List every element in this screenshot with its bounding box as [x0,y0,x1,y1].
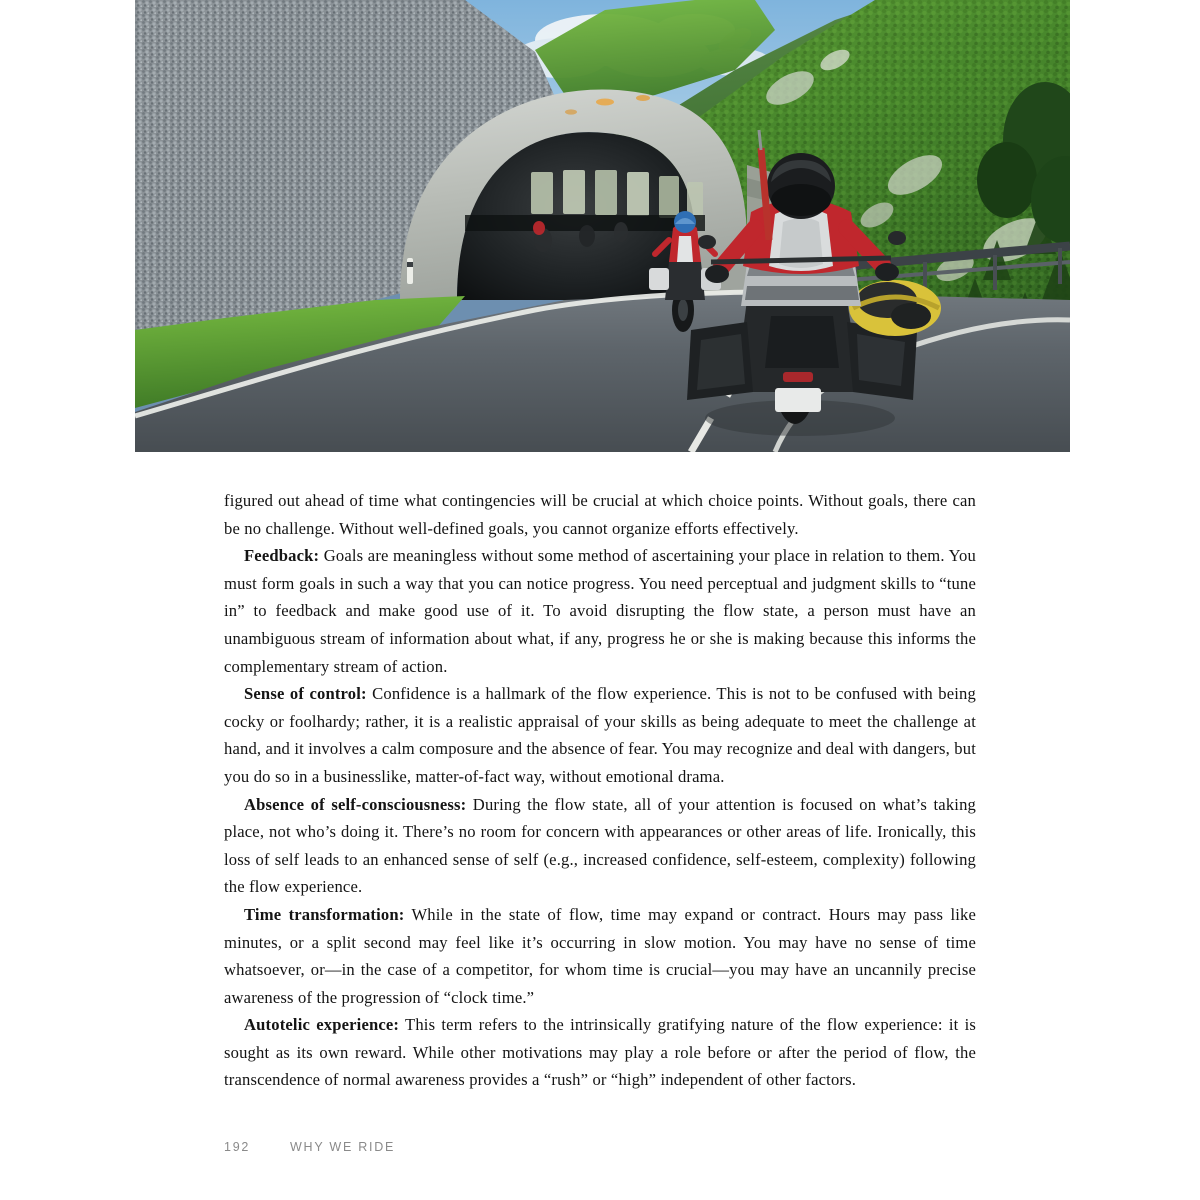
paragraph-feedback [224,542,976,680]
marker-post-band [407,262,413,267]
paragraph-autotelic-experience [224,1011,976,1094]
paragraph-text: During the flow state, all of your attention is focused on what’s taking place, not who’s doing it. There’s no room for concern with appearances or other areas of life. Ironically, this loss of self leads to an enhanced sense of self (e.g., increased confidence, self-esteem, complexity) following the flow experience. [224,794,976,897]
paragraph-lead-in: Time transformation: [244,904,405,924]
photo-illustration [135,0,1070,452]
paragraph-text: Confidence is a hallmark of the flow experience. This is not to be confused with being cocky or foolhardy; rather, it is a realistic appraisal of your skills as being adequate to meet the challenge at hand, and it involves a calm composure and the absence of fear. You may recognize and deal with dangers, but you do so in a businesslike, matter-of-fact way, without emotional drama. [224,684,976,786]
alpine-tunnel-motorcycles-photo [135,0,1070,452]
roadside-marker-post [407,258,413,284]
paragraph-lead-in: Feedback: [244,546,320,566]
page-footer [224,1140,395,1154]
body-text-column [224,487,976,1094]
paragraph-sense-of-control [224,680,976,790]
paragraph-lead-in: Sense of control: [244,684,367,704]
paragraph-text: While in the state of flow, time may expand or contract. Hours may pass like minutes, or a split second may feel like it’s occurring in slow motion. You may have no sense of time whatsoever, or—in the case of a competitor, for whom time is crucial—you may have an uncannily precise awareness of the progression of “clock time.” [224,904,976,1007]
running-head: WHY WE RIDE [290,1140,396,1154]
paragraph-text: This term refers to the intrinsically gratifying nature of the flow experience: it is sought as its own reward. While other motivations may play a role before or after the period of flow, the transcendence of normal awareness provides a “rush” or “high” independent of other factors. [224,1015,976,1090]
paragraph-goals-continued [224,487,976,542]
page-number: 192 [224,1140,251,1154]
paragraph-text: figured out ahead of time what contingencies will be crucial at which choice points. Without goals, there can be no challenge. Without well-defined goals, you cannot organize efforts effectively. [224,491,976,538]
paragraph-time-transformation [224,901,976,1011]
paragraph-lead-in: Absence of self-consciousness: [244,794,467,814]
paragraph-absence-of-self-consciousness [224,791,976,901]
paragraph-text: Goals are meaningless without some method of ascertaining your place in relation to them. You must form goals in such a way that you can notice progress. You need perceptual and judgment skills to “tune in” to feedback and make good use of it. To avoid disrupting the flow state, a person must have an unambiguous stream of information about what, if any, progress he or she is making because this informs the complementary stream of action. [224,546,976,676]
paragraph-lead-in: Autotelic experience: [244,1015,400,1035]
